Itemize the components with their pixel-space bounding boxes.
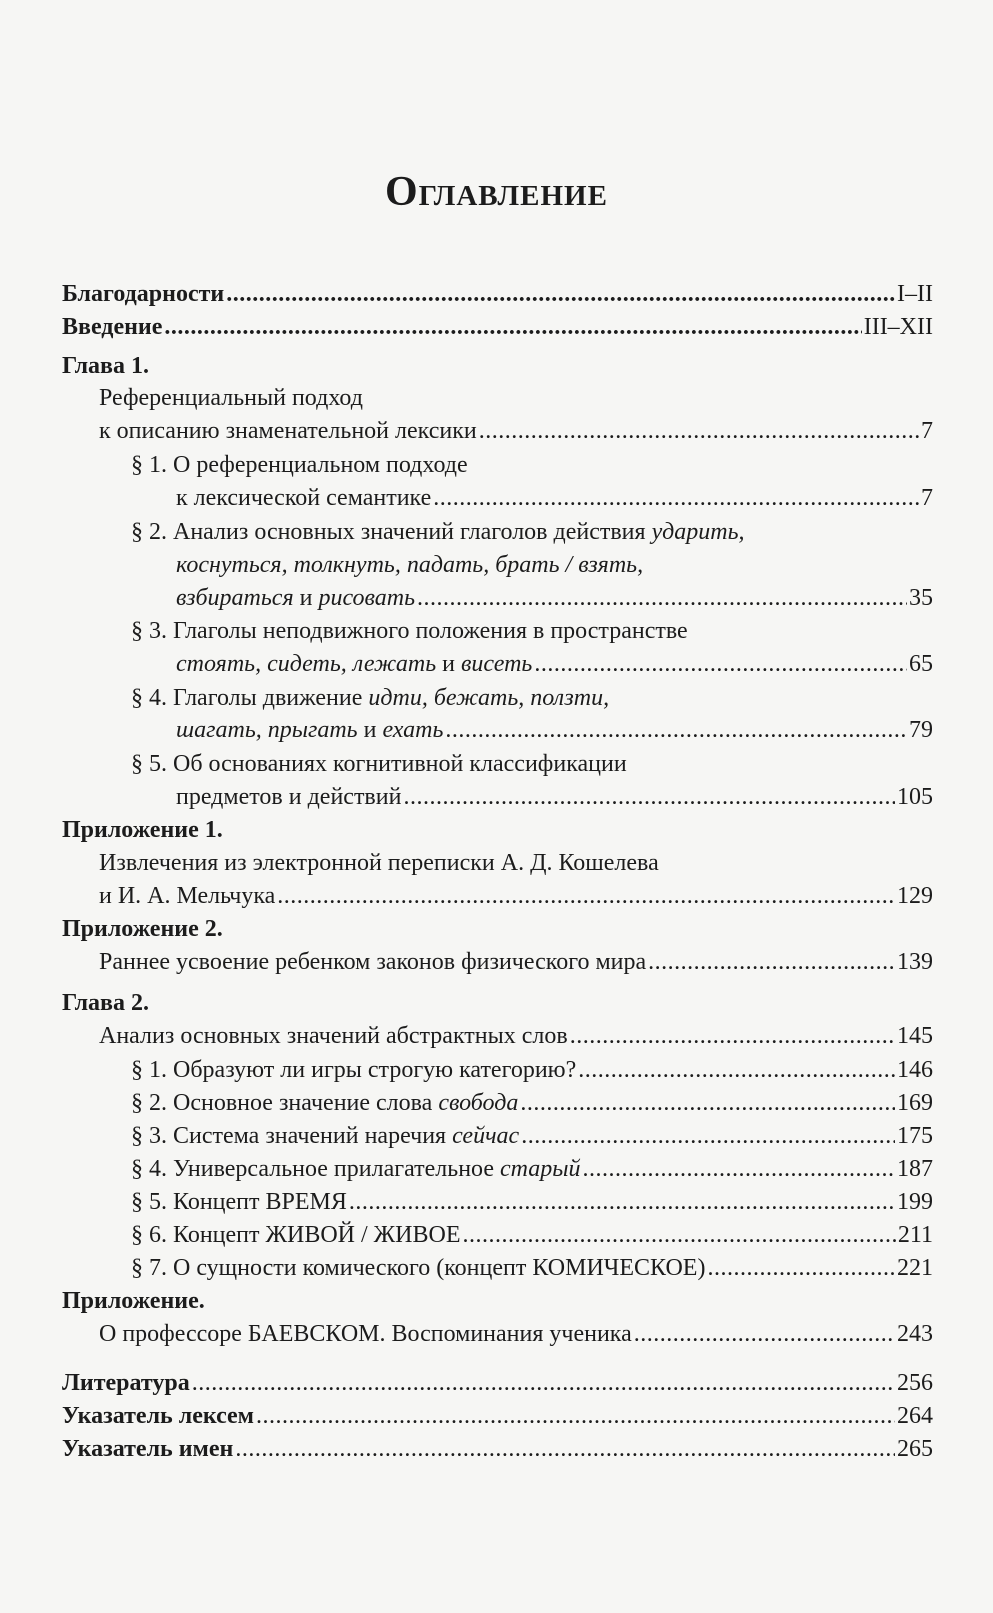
toc-entry-blagodarnosti[interactable]: Благодарности ..... I–II: [62, 278, 933, 310]
toc-entry-section-2-3[interactable]: § 3. Система значений наречия сейчас ..... 175: [131, 1120, 933, 1152]
chapter-1-heading: Глава 1.: [62, 353, 149, 379]
section-1-5-line-1: § 5. Об основаниях когнитивной классификации: [131, 751, 627, 777]
toc-entry-appendix[interactable]: О профессоре БАЕВСКОМ. Воспоминания ученика ..... 243: [99, 1318, 933, 1350]
toc-entry-chapter-2[interactable]: Анализ основных значений абстрактных слов ..... 145: [99, 1020, 933, 1052]
section-1-4-line-1: § 4. Глаголы движение идти, бежать, ползти,: [131, 685, 610, 711]
chapter-1-title-line-1: Референциальный подход: [99, 385, 363, 411]
toc-entry-section-2-4[interactable]: § 4. Универсальное прилагательное старый ..... 187: [131, 1153, 933, 1185]
toc-entry-section-2-7[interactable]: § 7. О сущности комического (концепт КОМИЧЕСКОЕ) ..... 221: [131, 1252, 933, 1284]
appendix-2-heading: Приложение 2.: [62, 916, 223, 942]
toc-entry-section-2-2[interactable]: § 2. Основное значение слова свобода ..... 169: [131, 1087, 933, 1119]
page-title: Оглавление: [385, 169, 608, 215]
toc-entry-ukazatel-leksem[interactable]: Указатель лексем ..... 264: [62, 1400, 933, 1432]
appendix-heading: Приложение.: [62, 1288, 205, 1314]
toc-entry-section-1-4[interactable]: шагать, прыгать и ехать ..... 79: [176, 714, 933, 746]
toc-entry-section-2-5[interactable]: § 5. Концепт ВРЕМЯ ..... 199: [131, 1186, 933, 1218]
section-1-2-line-2: коснуться, толкнуть, падать, брать / взять,: [176, 552, 644, 578]
chapter-2-heading: Глава 2.: [62, 990, 149, 1016]
toc-entry-section-2-6[interactable]: § 6. Концепт ЖИВОЙ / ЖИВОЕ ..... 211: [131, 1219, 933, 1251]
appendix-1-heading: Приложение 1.: [62, 817, 223, 843]
toc-entry-section-1-1[interactable]: к лексической семантике ..... 7: [176, 482, 933, 514]
toc-entry-section-1-3[interactable]: стоять, сидеть, лежать и висеть ..... 65: [176, 648, 933, 680]
toc-entry-appendix-1[interactable]: и И. А. Мельчука ..... 129: [99, 880, 933, 912]
toc-entry-section-1-5[interactable]: предметов и действий ..... 105: [176, 781, 933, 813]
toc-entry-chapter-1[interactable]: к описанию знаменательной лексики ..... 7: [99, 415, 933, 447]
toc-entry-section-2-1[interactable]: § 1. Образуют ли игры строгую категорию? ..... 146: [131, 1054, 933, 1086]
toc-entry-vvedenie[interactable]: Введение ..... III–XII: [62, 311, 933, 343]
toc-entry-ukazatel-imen[interactable]: Указатель имен ..... 265: [62, 1433, 933, 1465]
appendix-1-line-1: Извлечения из электронной переписки А. Д. Кошелева: [99, 850, 659, 876]
toc-entry-section-1-2[interactable]: взбираться и рисовать ..... 35: [176, 582, 933, 614]
section-1-3-line-1: § 3. Глаголы неподвижного положения в пространстве: [131, 618, 688, 644]
section-1-1-line-1: § 1. О референциальном подходе: [131, 452, 468, 478]
toc-entry-literatura[interactable]: Литература ..... 256: [62, 1367, 933, 1399]
section-1-2-line-1: § 2. Анализ основных значений глаголов действия ударить,: [131, 519, 745, 545]
toc-entry-appendix-2[interactable]: Раннее усвоение ребенком законов физического мира ..... 139: [99, 946, 933, 978]
